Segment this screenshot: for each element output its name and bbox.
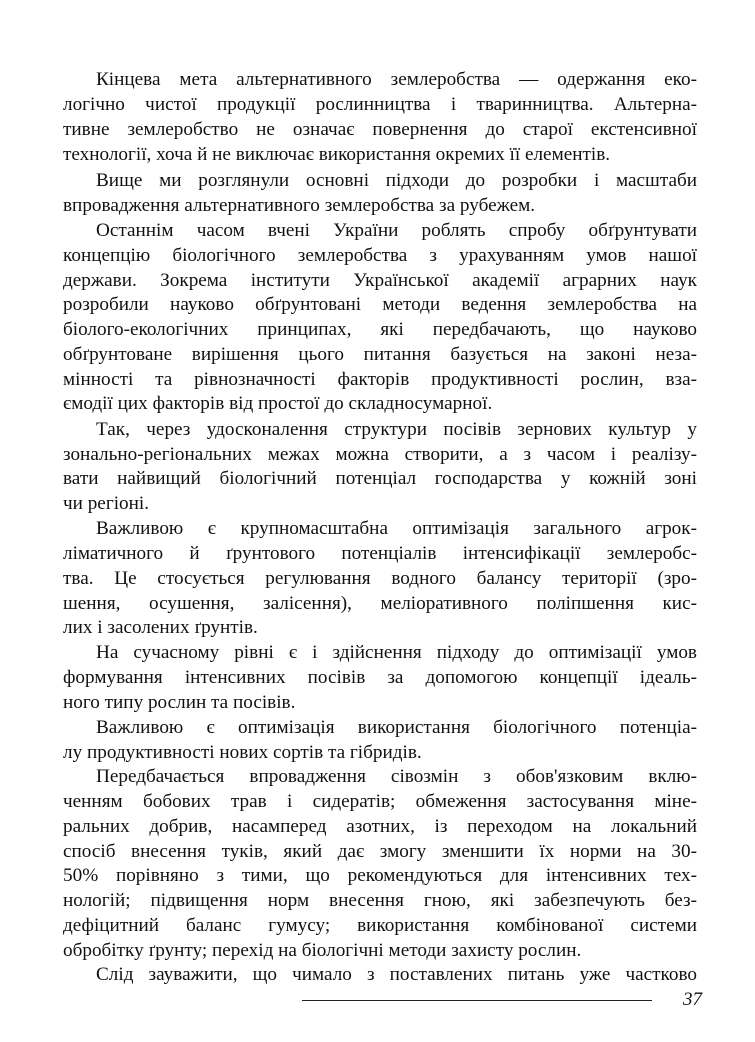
text-line: тивне землеробство не означає повернення до старої екстенсивної [63, 119, 697, 140]
text-line: технології, хоча й не виключає використання окремих її елементів. [63, 144, 611, 165]
text-line: шення, осушення, залісення), меліоративного поліпшення кис- [63, 593, 697, 614]
text-line: обробітку ґрунту; перехід на біологічні методи захисту рослин. [63, 940, 582, 961]
text-line: формування інтенсивних посівів за допомогою концепції ідеаль- [63, 667, 697, 688]
text-line: Останнім часом вчені України роблять спробу обґрунтувати [96, 220, 697, 241]
text-line: Слід зауважити, що чимало з поставлених питань уже частково [96, 964, 697, 985]
text-line: лу продуктивності нових сортів та гібридів. [63, 742, 422, 763]
text-line: дефіцитний баланс гумусу; використання комбінованої системи [63, 915, 697, 936]
text-line: розробили науково обґрунтовані методи ведення землеробства на [63, 294, 697, 315]
text-line: впровадження альтернативного землеробства за рубежем. [63, 195, 536, 216]
text-line: мінності та рівнозначності факторів продуктивності рослин, вза- [63, 369, 697, 390]
text-line: біолого-екологічних принципах, які передбачають, що науково [63, 319, 697, 340]
text-line: вати найвищий біологічний потенціал господарства у кожній зоні [63, 468, 697, 489]
text-line: обґрунтоване вирішення цього питання базується на законі неза- [63, 344, 697, 365]
footer-rule [302, 1000, 652, 1001]
text-line: чи регіоні. [63, 493, 150, 514]
text-line: Важливою є оптимізація використання біологічного потенціа- [96, 717, 697, 738]
text-line: концепцію біологічного землеробства з урахуванням умов нашої [63, 245, 697, 266]
text-line: Так, через удосконалення структури посівів зернових культур у [96, 419, 697, 440]
text-line: На сучасному рівні є і здійснення підходу до оптимізації умов [96, 642, 697, 663]
text-line: держави. Зокрема інститути Української академії аграрних наук [63, 270, 697, 291]
text-line: ного типу рослин та посівів. [63, 692, 296, 713]
text-line: ємодії цих факторів від простої до складносумарної. [63, 393, 493, 414]
text-line: ліматичного й ґрунтового потенціалів інтенсифікації землеробс- [63, 543, 697, 564]
text-line: Важливою є крупномасштабна оптимізація загального агрок- [96, 518, 697, 539]
text-line: логічно чистої продукції рослинництва і тваринництва. Альтерна- [63, 94, 697, 115]
text-line: лих і засолених ґрунтів. [63, 617, 258, 638]
page-number: 37 [683, 989, 702, 1010]
text-line: 50% порівняно з тими, що рекомендуються для інтенсивних тех- [63, 865, 697, 886]
text-line: зонально-регіональних межах можна створити, а з часом і реалізу- [63, 444, 697, 465]
text-line: спосіб внесення туків, який дає змогу зменшити їх норми на 30- [63, 841, 697, 862]
text-line: ченням бобових трав і сидератів; обмеження застосування міне- [63, 791, 697, 812]
text-line: ральних добрив, насамперед азотних, із переходом на локальний [63, 816, 697, 837]
text-line: нологій; підвищення норм внесення гною, які забезпечують без- [63, 890, 697, 911]
text-line: Передбачається впровадження сівозмін з обов'язковим вклю- [96, 766, 697, 787]
text-line: тва. Це стосується регулювання водного балансу території (зро- [63, 568, 697, 589]
text-line: Кінцева мета альтернативного землеробства — одержання еко- [96, 69, 697, 90]
text-line: Вище ми розглянули основні підходи до розробки і масштаби [96, 170, 697, 191]
